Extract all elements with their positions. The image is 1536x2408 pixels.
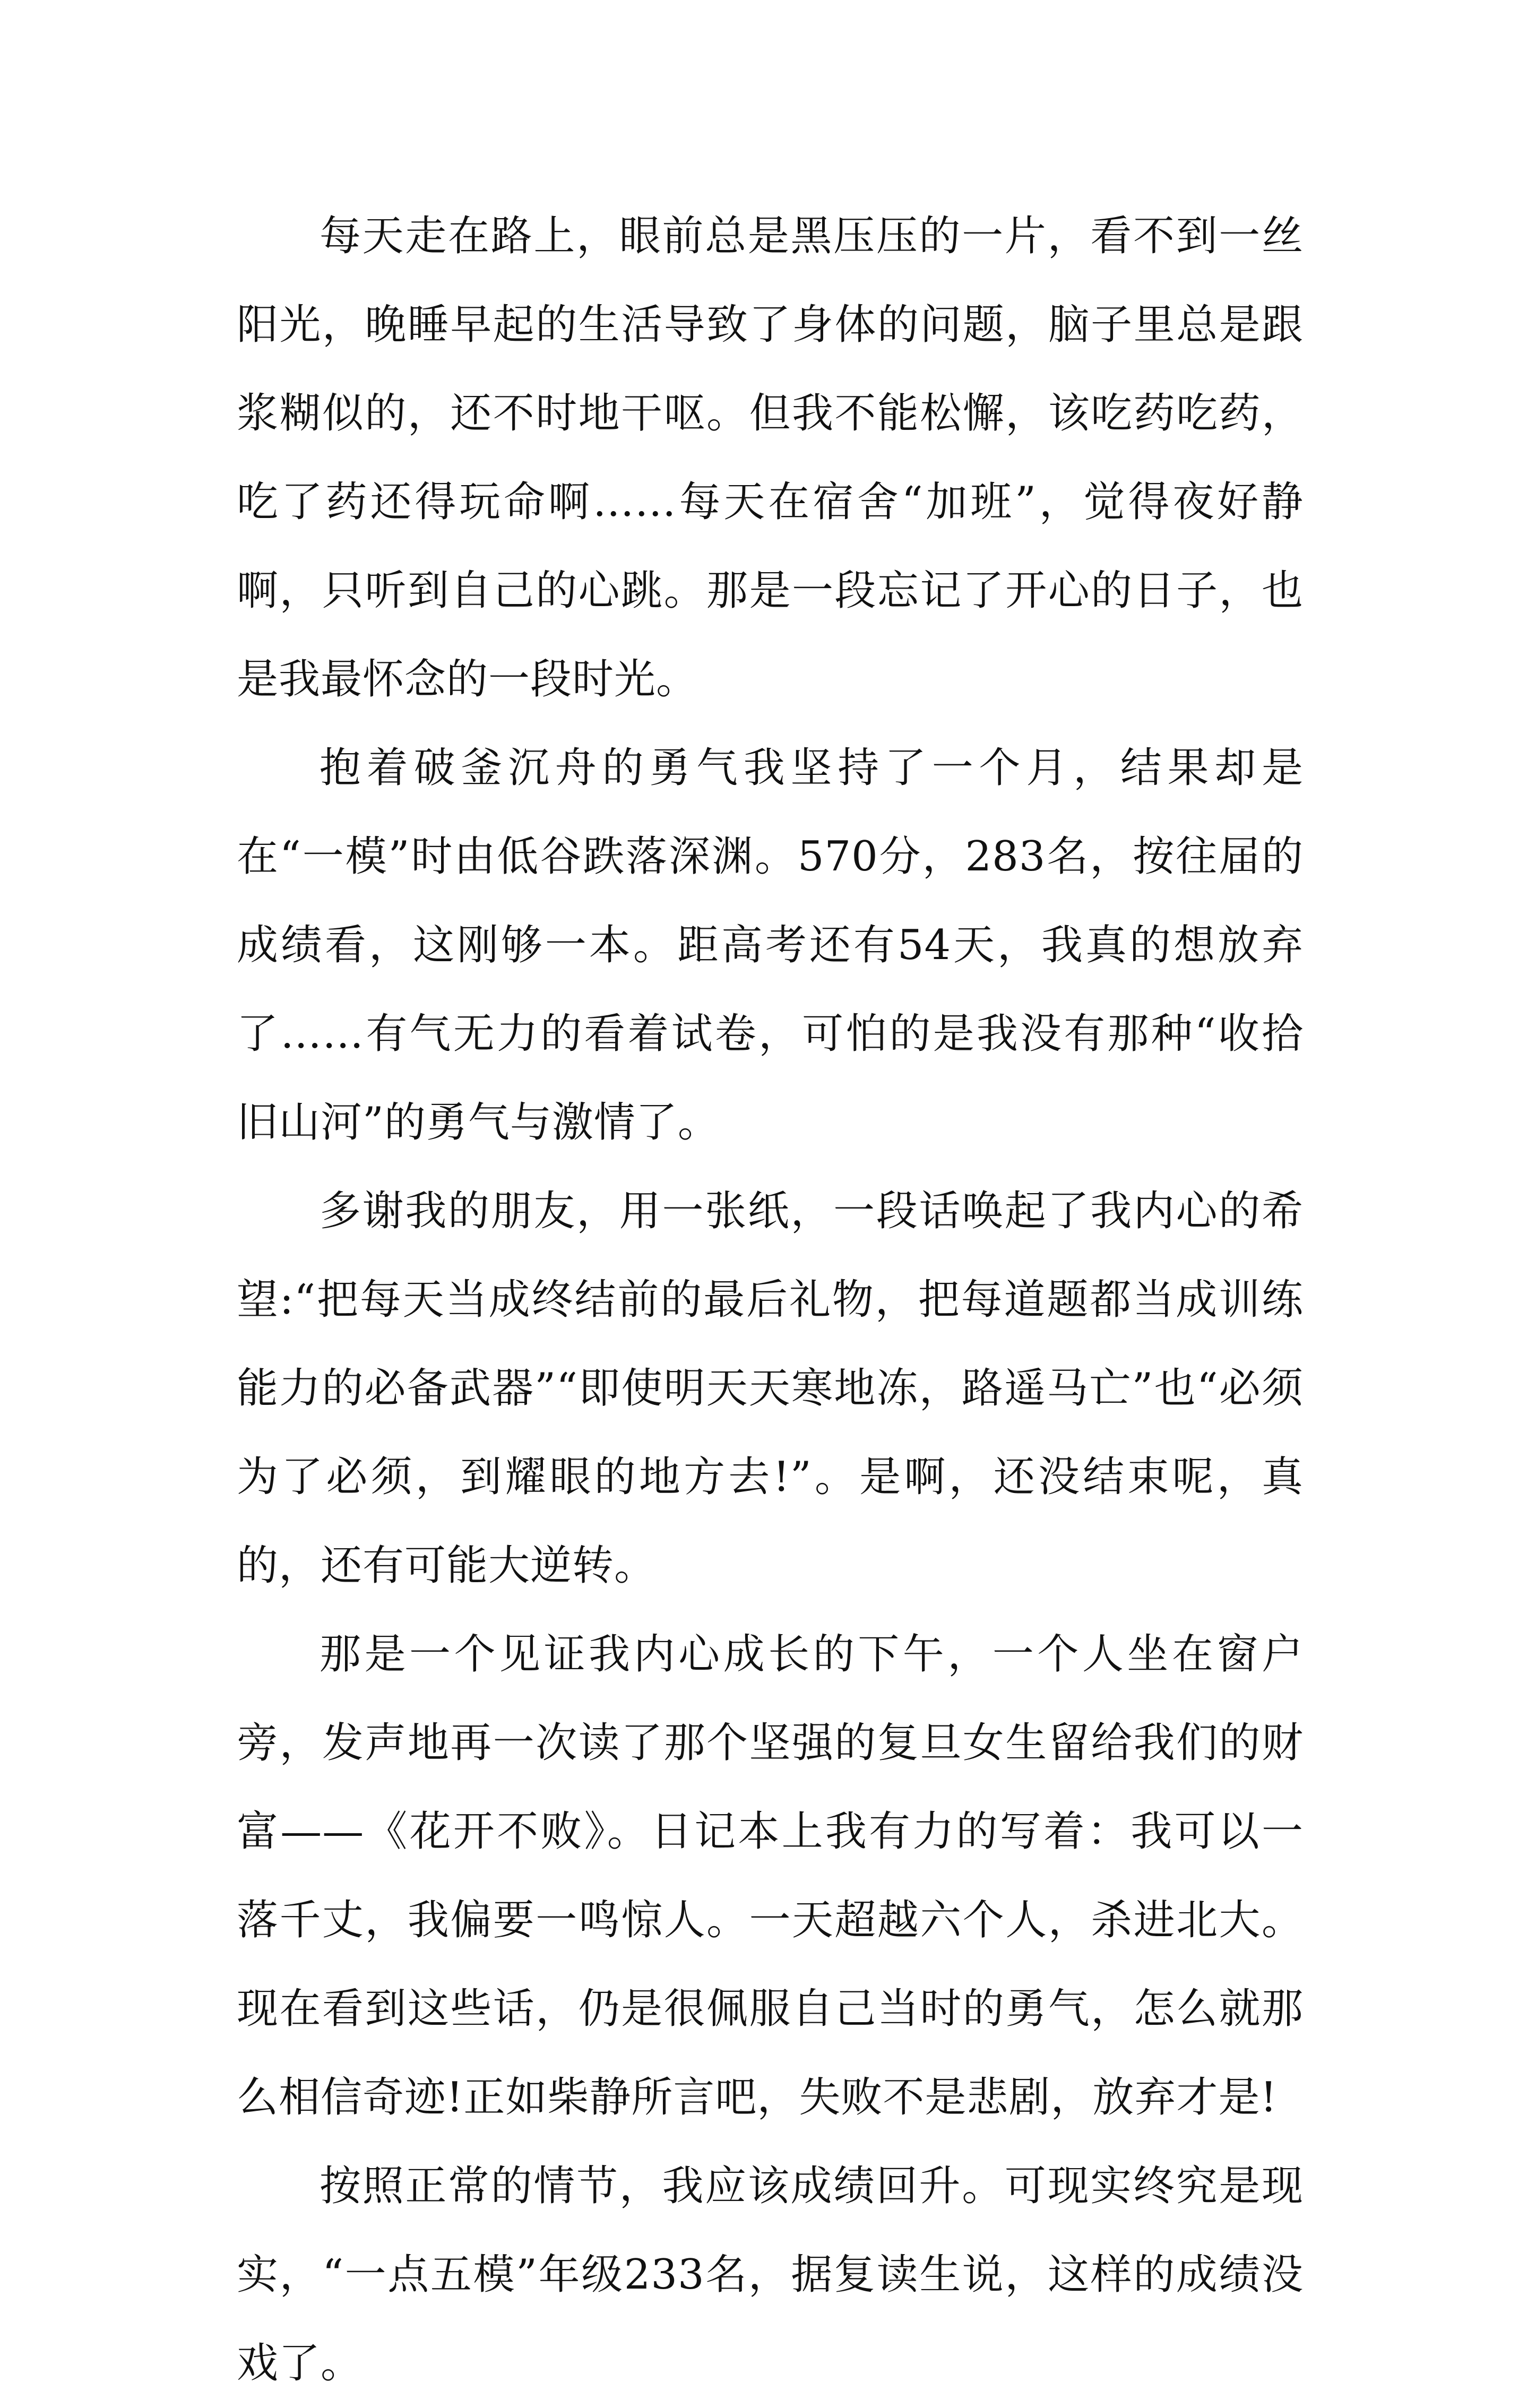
paragraph-2: 抱着破釜沉舟的勇气我坚持了一个月，结果却是在“一模”时由低谷跌落深渊。570分，283名，按往届的成绩看，这刚够一本。距高考还有54天，我真的想放弃了……有气无力的看着试卷，可怕的是我没有那种“收拾旧山河”的勇气与激情了。 <box>237 744 1304 1146</box>
paragraph-4: 那是一个见证我内心成长的下午，一个人坐在窗户旁，发声地再一次读了那个坚强的复旦女生留给我们的财富——《花开不败》。日记本上我有力的写着：我可以一落千丈，我偏要一鸣惊人。一天超越六个人，杀进北大。现在看到这些话，仍是很佩服自己当时的勇气，怎么就那么相信奇迹!正如柴静所言吧，失败不是悲剧，放弃才是! <box>237 1630 1304 2121</box>
paragraph-5: 按照正常的情节，我应该成绩回升。可现实终究是现实，“一点五模”年级233名，据复读生说，这样的成绩没戏了。 <box>237 2162 1304 2387</box>
paragraph-1: 每天走在路上，眼前总是黑压压的一片，看不到一丝阳光，晚睡早起的生活导致了身体的问题，脑子里总是跟浆糊似的，还不时地干呕。但我不能松懈，该吃药吃药，吃了药还得玩命啊……每天在宿舍“加班”，觉得夜好静啊，只听到自己的心跳。那是一段忘记了开心的日子，也是我最怀念的一段时光。 <box>237 212 1304 703</box>
document-body <box>237 192 1304 2408</box>
paragraph-3: 多谢我的朋友，用一张纸，一段话唤起了我内心的希望:“把每天当成终结前的最后礼物，把每道题都当成训练能力的必备武器”“即使明天天寒地冻，路遥马亡”也“必须为了必须，到耀眼的地方去!”。是啊，还没结束呢，真的，还有可能大逆转。 <box>237 1187 1304 1590</box>
